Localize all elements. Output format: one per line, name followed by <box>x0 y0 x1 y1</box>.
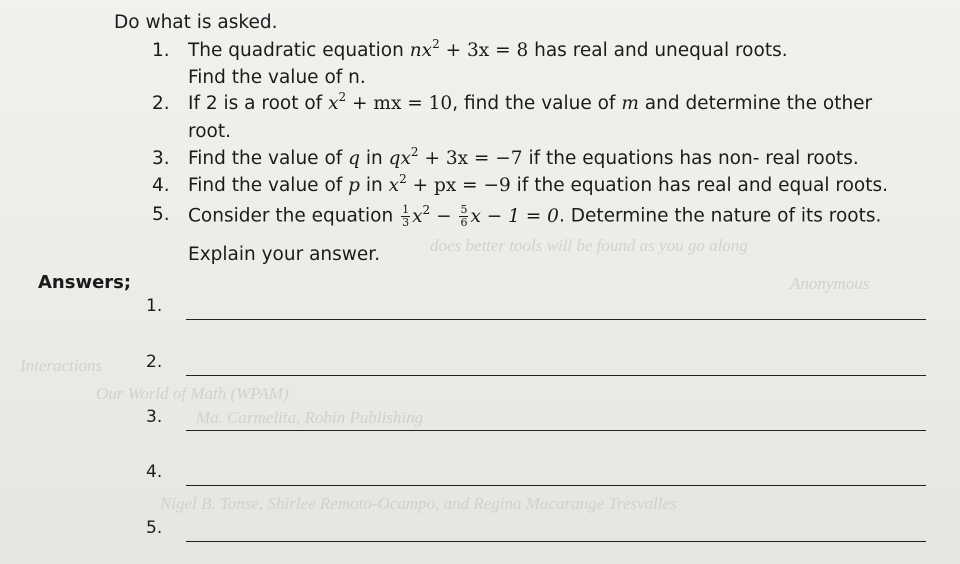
question-text: If 2 is a root of $x^2$ + mx = 10, find the value of m and determine the other <box>188 90 873 114</box>
fraction: $\frac{5}{6}$ <box>460 203 468 229</box>
question-2 <box>152 90 912 147</box>
answer-blank-line[interactable] <box>186 375 926 376</box>
question-text: Consider the equation $\frac{1}{3}$ $x^2$ − $\frac{5}{6}$ x − 1 = 0. Determine the nature of its roots. <box>188 202 882 229</box>
equation: $nx^2 + 3x = 8$ <box>409 37 529 61</box>
question-text-line2: root. <box>188 121 231 142</box>
question-number: 3. <box>152 148 170 169</box>
answer-row-4 <box>146 462 926 492</box>
answer-blank-line[interactable] <box>186 319 926 320</box>
answer-blank-line[interactable] <box>186 541 926 542</box>
equation: $qx^2 + 3x = -7$ <box>388 145 523 169</box>
answer-row-5 <box>146 518 926 548</box>
question-text-line2: Find the value of n. <box>188 67 366 88</box>
equation: $x^2$ + px = −9 <box>388 172 511 196</box>
bleed-through-text: Our World of Math (WPAM) <box>96 384 289 403</box>
answer-blank-line[interactable] <box>186 485 926 486</box>
question-text: Find the value of p in $x^2$ + px = −9 if the equation has real and equal roots. <box>188 172 888 196</box>
equation: $\frac{1}{3}$ $x^2$ − $\frac{5}{6}$ x − 1 = 0 <box>402 202 559 229</box>
answer-row-2 <box>146 352 926 382</box>
question-number: 5. <box>152 204 170 225</box>
fraction: $\frac{1}{3}$ <box>402 203 410 229</box>
question-number: 4. <box>152 175 170 196</box>
question-number: 2. <box>152 93 170 114</box>
equation: $x^2$ + mx = 10 <box>328 90 453 114</box>
question-number: 1. <box>152 40 170 61</box>
question-4 <box>152 172 912 201</box>
question-3 <box>152 145 912 174</box>
question-text: The quadratic equation $nx^2 + 3x = 8$ has real and unequal roots. <box>188 37 788 61</box>
answer-number: 5. <box>146 518 163 538</box>
bleed-through-text: does better tools will be found as you go along <box>430 236 748 255</box>
answer-row-1 <box>146 296 926 326</box>
bleed-through-text: Nigel B. Tonse, Shirlee Remoto-Ocampo, and Regina Macarange Tresvalles <box>160 494 677 513</box>
question-1 <box>152 37 912 94</box>
answer-number: 3. <box>146 407 163 427</box>
answer-row-3 <box>146 407 926 437</box>
instructions-heading: Do what is asked. <box>114 12 278 33</box>
bleed-through-text: Ma. Carmelita, Robin Publishing <box>196 408 424 427</box>
answer-number: 2. <box>146 352 163 372</box>
answer-number: 1. <box>146 296 163 316</box>
question-text-line2: Explain your answer. <box>188 244 381 265</box>
answers-label: Answers; <box>38 272 132 293</box>
answer-number: 4. <box>146 462 163 482</box>
question-text: Find the value of q in $qx^2 + 3x = -7$ if the equations has non- real roots. <box>188 145 859 169</box>
bleed-through-text: Interactions <box>20 356 103 375</box>
bleed-through-text: Anonymous <box>790 274 870 293</box>
answer-blank-line[interactable] <box>186 430 926 431</box>
question-5 <box>152 204 932 268</box>
